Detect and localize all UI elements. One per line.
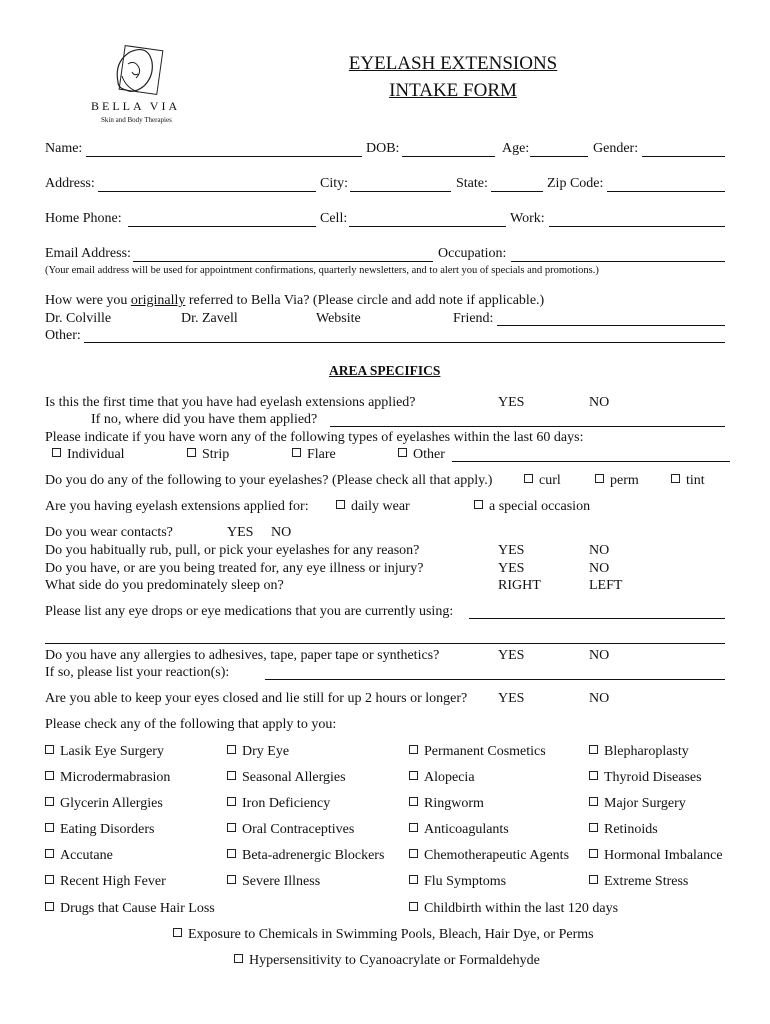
condition-childbirth[interactable]: Childbirth within the last 120 days (409, 901, 618, 917)
checkbox-icon[interactable] (173, 928, 182, 937)
allergies-no[interactable]: NO (589, 648, 610, 663)
referral-other-label: Other: (45, 328, 81, 343)
logo-name: BELLA VIA (91, 99, 181, 113)
condition-label: Beta-adrenergic Blockers (242, 848, 385, 863)
rub-yes[interactable]: YES (498, 543, 525, 558)
sleep-left[interactable]: LEFT (589, 578, 623, 593)
condition-label: Iron Deficiency (242, 796, 331, 811)
lash-treatments-question: Do you do any of the following to your eyelashes? (Please check all that apply.) (45, 473, 493, 488)
condition-item[interactable] (45, 874, 166, 890)
illness-yes[interactable]: YES (498, 561, 525, 576)
condition-item[interactable] (227, 848, 384, 864)
checkbox-icon[interactable] (52, 448, 61, 457)
occupation-field[interactable] (511, 261, 725, 262)
applied-for-question: Are you having eyelash extensions applied for: (45, 499, 309, 514)
condition-item[interactable] (45, 796, 163, 812)
referral-friend-label: Friend: (453, 311, 494, 326)
state-field[interactable] (491, 191, 543, 192)
checkbox-icon[interactable] (409, 849, 418, 858)
checkbox-icon[interactable] (45, 797, 54, 806)
condition-label: Retinoids (604, 822, 658, 837)
checkbox-icon[interactable] (671, 474, 680, 483)
checkbox-icon[interactable] (409, 875, 418, 884)
checkbox-icon[interactable] (409, 797, 418, 806)
gender-label: Gender: (593, 141, 639, 156)
condition-label: Flu Symptoms (424, 874, 507, 889)
condition-label: Eating Disorders (60, 822, 155, 837)
lash-type-other-field[interactable] (452, 461, 730, 462)
first-time-yes[interactable]: YES (498, 395, 525, 410)
where-applied-label: If no, where did you have them applied? (91, 412, 318, 427)
checkbox-icon[interactable] (589, 745, 598, 754)
checkbox-icon[interactable] (589, 823, 598, 832)
condition-hypersensitivity[interactable]: Hypersensitivity to Cyanoacrylate or Formaldehyde (234, 953, 540, 969)
eye-drops-question: Please list any eye drops or eye medications that you are currently using: (45, 604, 454, 619)
name-label: Name: (45, 141, 83, 156)
checkbox-icon[interactable] (45, 771, 54, 780)
dob-field[interactable] (402, 156, 495, 157)
condition-item[interactable] (589, 848, 723, 864)
condition-label: Permanent Cosmetics (424, 744, 546, 759)
referral-option-colville[interactable]: Dr. Colville (45, 311, 112, 326)
option-tint[interactable]: tint (671, 473, 705, 489)
zip-label: Zip Code: (547, 176, 604, 191)
checkbox-icon[interactable] (409, 745, 418, 754)
condition-item[interactable] (589, 822, 658, 838)
rub-no[interactable]: NO (589, 543, 610, 558)
address-label: Address: (45, 176, 95, 191)
condition-label: Extreme Stress (604, 874, 689, 889)
condition-item[interactable] (589, 770, 702, 786)
checkbox-icon[interactable] (589, 875, 598, 884)
lie-still-question: Are you able to keep your eyes closed and lie still for up 2 hours or longer? (45, 691, 468, 706)
section-title: AREA SPECIFICS (329, 363, 441, 378)
checkbox-icon[interactable] (45, 902, 54, 911)
form-title-line2: INTAKE FORM (389, 80, 517, 101)
bella-via-logo-icon (108, 42, 168, 100)
condition-item[interactable] (589, 874, 688, 890)
condition-item[interactable] (409, 874, 506, 890)
dob-label: DOB: (366, 141, 400, 156)
condition-item[interactable] (45, 744, 164, 760)
condition-item[interactable] (589, 796, 686, 812)
condition-label: Chemotherapeutic Agents (424, 848, 570, 863)
condition-label: Oral Contraceptives (242, 822, 355, 837)
condition-item[interactable] (409, 796, 484, 812)
checkbox-icon[interactable] (45, 875, 54, 884)
checkbox-icon[interactable] (292, 448, 301, 457)
option-individual[interactable]: Individual (52, 447, 125, 463)
checkbox-icon[interactable] (227, 823, 236, 832)
checkbox-icon[interactable] (187, 448, 196, 457)
checkbox-icon[interactable] (45, 823, 54, 832)
checkbox-icon[interactable] (409, 902, 418, 911)
illness-question: Do you have, or are you being treated for, any eye illness or injury? (45, 561, 424, 576)
checkbox-icon[interactable] (227, 771, 236, 780)
checkbox-icon[interactable] (524, 474, 533, 483)
option-perm[interactable]: perm (595, 473, 639, 489)
contacts-yes[interactable]: YES (227, 525, 254, 540)
checkbox-icon[interactable] (227, 745, 236, 754)
referral-friend-field[interactable] (497, 325, 725, 326)
condition-label: Hormonal Imbalance (604, 848, 723, 863)
condition-label: Microdermabrasion (60, 770, 171, 785)
first-time-no[interactable]: NO (589, 395, 610, 410)
condition-label: Alopecia (424, 770, 475, 785)
checkbox-icon[interactable] (45, 849, 54, 858)
checkbox-icon[interactable] (474, 500, 483, 509)
lie-still-yes[interactable]: YES (498, 691, 525, 706)
logo-tagline: Skin and Body Therapies (101, 116, 172, 124)
condition-label: Lasik Eye Surgery (60, 744, 164, 759)
condition-item[interactable] (227, 796, 330, 812)
illness-no[interactable]: NO (589, 561, 610, 576)
condition-label: Accutane (60, 848, 113, 863)
zip-field[interactable] (607, 191, 725, 192)
checkbox-icon[interactable] (336, 500, 345, 509)
state-label: State: (456, 176, 488, 191)
condition-item[interactable] (409, 744, 546, 760)
checkbox-icon[interactable] (589, 771, 598, 780)
checkbox-icon[interactable] (227, 797, 236, 806)
condition-item[interactable] (45, 822, 154, 838)
condition-label: Glycerin Allergies (60, 796, 163, 811)
referral-other-field[interactable] (84, 342, 725, 343)
email-note: (Your email address will be used for appointment confirmations, quarterly newsletters, and to alert you of specials and promotions.) (45, 265, 599, 276)
condition-label: Blepharoplasty (604, 744, 689, 759)
condition-item[interactable] (227, 770, 346, 786)
work-label: Work: (510, 211, 545, 226)
city-field[interactable] (350, 191, 451, 192)
checkbox-icon[interactable] (589, 849, 598, 858)
age-label: Age: (502, 141, 530, 156)
condition-item[interactable] (45, 848, 113, 864)
reaction-field[interactable] (265, 679, 725, 680)
lash-types-question: Please indicate if you have worn any of the following types of eyelashes within the last 60 days: (45, 430, 584, 445)
condition-label: Dry Eye (242, 744, 290, 759)
checkbox-icon[interactable] (234, 954, 243, 963)
gender-field[interactable] (642, 156, 725, 157)
form-title-line1: EYELASH EXTENSIONS (348, 53, 558, 74)
allergies-yes[interactable]: YES (498, 648, 525, 663)
city-label: City: (320, 176, 349, 191)
rub-question: Do you habitually rub, pull, or pick your eyelashes for any reason? (45, 543, 420, 558)
condition-label: Recent High Fever (60, 874, 166, 889)
address-field[interactable] (98, 191, 316, 192)
cell-label: Cell: (320, 211, 348, 226)
checkbox-icon[interactable] (227, 875, 236, 884)
age-field[interactable] (530, 156, 588, 157)
occupation-label: Occupation: (438, 246, 507, 261)
home-phone-label: Home Phone: (45, 211, 122, 226)
condition-label: Ringworm (424, 796, 484, 811)
lie-still-no[interactable]: NO (589, 691, 610, 706)
option-special-occasion[interactable]: a special occasion (474, 499, 590, 515)
first-time-question: Is this the first time that you have had eyelash extensions applied? (45, 395, 416, 410)
condition-label: Anticoagulants (424, 822, 509, 837)
name-field[interactable] (86, 156, 362, 157)
condition-item[interactable] (227, 874, 320, 890)
sleep-right[interactable]: RIGHT (498, 578, 541, 593)
condition-item[interactable] (409, 848, 569, 864)
allergies-question: Do you have any allergies to adhesives, tape, paper tape or synthetics? (45, 648, 440, 663)
checkbox-icon[interactable] (45, 745, 54, 754)
condition-chemicals[interactable]: Exposure to Chemicals in Swimming Pools, Bleach, Hair Dye, or Perms (173, 927, 594, 943)
referral-question: How were you originally referred to Bella Via? (Please circle and add note if applicable.) (45, 293, 545, 308)
option-strip[interactable]: Strip (187, 447, 229, 463)
referral-option-zavell[interactable]: Dr. Zavell (181, 311, 238, 326)
checkbox-icon[interactable] (589, 797, 598, 806)
checkbox-icon[interactable] (398, 448, 407, 457)
eye-drops-field[interactable] (469, 618, 725, 619)
where-applied-field[interactable] (330, 426, 725, 427)
home-phone-field[interactable] (128, 226, 316, 227)
condition-item[interactable] (227, 822, 354, 838)
checkbox-icon[interactable] (227, 849, 236, 858)
condition-item[interactable] (227, 744, 289, 760)
conditions-prompt: Please check any of the following that apply to you: (45, 717, 337, 732)
condition-label: Severe Illness (242, 874, 321, 889)
eye-drops-field-2[interactable] (45, 643, 725, 644)
condition-item[interactable] (45, 770, 170, 786)
checkbox-icon[interactable] (409, 771, 418, 780)
contacts-question: Do you wear contacts? (45, 525, 173, 540)
option-curl[interactable]: curl (524, 473, 561, 489)
condition-label: Thyroid Diseases (604, 770, 702, 785)
option-flare[interactable]: Flare (292, 447, 336, 463)
referral-option-website[interactable]: Website (316, 311, 361, 326)
reaction-label: If so, please list your reaction(s): (45, 665, 230, 680)
checkbox-icon[interactable] (409, 823, 418, 832)
checkbox-icon[interactable] (595, 474, 604, 483)
email-label: Email Address: (45, 246, 131, 261)
condition-label: Major Surgery (604, 796, 686, 811)
condition-item[interactable] (409, 770, 475, 786)
option-other[interactable]: Other (398, 447, 445, 463)
contacts-no[interactable]: NO (271, 525, 292, 540)
condition-item[interactable] (589, 744, 689, 760)
condition-item[interactable] (409, 822, 509, 838)
sleep-question: What side do you predominately sleep on? (45, 578, 284, 593)
option-daily-wear[interactable]: daily wear (336, 499, 410, 515)
condition-hair-loss[interactable]: Drugs that Cause Hair Loss (45, 901, 215, 917)
work-field[interactable] (549, 226, 725, 227)
cell-field[interactable] (349, 226, 506, 227)
email-field[interactable] (133, 261, 433, 262)
condition-label: Seasonal Allergies (242, 770, 346, 785)
